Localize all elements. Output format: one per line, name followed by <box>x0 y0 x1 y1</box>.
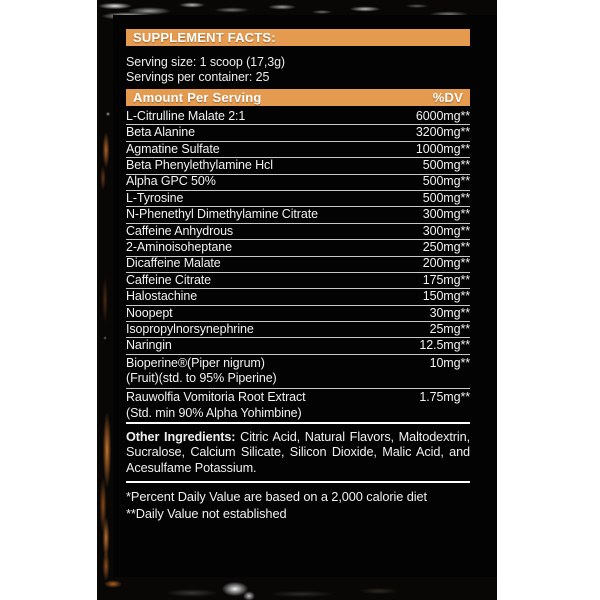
serving-size: Serving size: 1 scoop (17,3g) <box>126 55 285 69</box>
supplement-facts-panel <box>113 15 497 577</box>
amount-per-serving-header <box>126 89 470 106</box>
ingredient-name: Beta Alanine <box>126 125 195 140</box>
dv-not-established-footnote: **Daily Value not established <box>126 505 287 521</box>
ingredient-row <box>126 224 470 240</box>
ingredient-amount: 500mg** <box>422 190 470 205</box>
ingredient-row <box>126 240 470 256</box>
servings-per-container: Servings per container: 25 <box>126 70 270 84</box>
ingredient-amount: 10mg** <box>429 355 470 370</box>
ingredient-row <box>126 257 470 273</box>
ingredient-row <box>126 125 470 141</box>
ingredient-amount: 175mg** <box>422 272 470 287</box>
ingredient-amount: 250mg** <box>422 240 470 255</box>
ingredient-amount: 500mg** <box>422 158 470 173</box>
ingredient-amount: 300mg** <box>422 223 470 238</box>
ingredient-name: Alpha GPC 50% <box>126 174 216 189</box>
percent-dv-label: %DV <box>432 90 463 105</box>
ingredient-name: Isopropylnorsynephrine <box>126 321 254 336</box>
dv-footnote: *Percent Daily Value are based on a 2,000 calorie diet <box>126 489 427 505</box>
ingredient-name: Beta Phenylethylamine Hcl <box>126 158 273 173</box>
ingredient-name: L-Citrulline Malate 2:1 <box>126 108 246 123</box>
ingredient-amount: 6000mg** <box>415 108 470 123</box>
ingredient-row <box>126 355 470 390</box>
ingredient-amount: 30mg** <box>429 305 470 320</box>
ingredient-name: Noopept <box>126 305 173 320</box>
ingredient-amount: 1.75mg** <box>419 390 470 405</box>
ingredient-amount: 3200mg** <box>415 125 470 140</box>
ingredient-name: 2-Aminoisoheptane <box>126 240 233 255</box>
ingredient-row <box>126 158 470 174</box>
ingredients-table <box>126 109 470 424</box>
flame-texture-left <box>97 0 113 600</box>
ingredient-row <box>126 142 470 158</box>
ingredient-row <box>126 191 470 207</box>
ingredient-name: Naringin <box>126 338 172 353</box>
other-ingredients-label: Other Ingredients: <box>126 429 236 444</box>
ingredient-amount: 1000mg** <box>415 141 470 156</box>
ingredient-row <box>126 338 470 354</box>
ingredient-amount: 300mg** <box>422 207 470 222</box>
ingredient-row <box>126 273 470 289</box>
supplement-facts-title: SUPPLEMENT FACTS: <box>133 30 276 45</box>
ingredient-row <box>126 175 470 191</box>
other-ingredients <box>126 430 470 483</box>
ingredient-amount: 25mg** <box>429 321 470 336</box>
ingredient-name: Bioperine®(Piper nigrum) (Fruit)(std. to 95% Piperine) <box>126 355 277 386</box>
ingredient-row <box>126 289 470 305</box>
ingredient-name: Caffeine Anhydrous <box>126 223 234 238</box>
ingredient-row <box>126 109 470 125</box>
ingredient-amount: 150mg** <box>422 289 470 304</box>
supplement-facts-header <box>126 29 470 46</box>
paint-splatter-texture-bottom <box>97 576 497 600</box>
amount-per-serving-label: Amount Per Serving <box>133 90 262 105</box>
ingredient-amount: 12.5mg** <box>419 338 470 353</box>
ingredient-name: N-Phenethyl Dimethylamine Citrate <box>126 207 318 222</box>
serving-info <box>126 55 470 85</box>
ingredient-name: Rauwolfia Vomitoria Root Extract (Std. min 90% Alpha Yohimbine) <box>126 390 306 420</box>
ingredient-amount: 200mg** <box>422 256 470 271</box>
ingredient-name: Halostachine <box>126 289 198 304</box>
ingredient-row <box>126 306 470 322</box>
ingredient-name: Caffeine Citrate <box>126 272 212 287</box>
ingredient-name: Dicaffeine Malate <box>126 256 221 271</box>
ingredient-row <box>126 207 470 223</box>
other-ingredients-text: Citric Acid, Natural Flavors, Maltodextrin, Sucralose, Calcium Silicate, Silicon Dioxide, Malic Acid, and Acesulfame Potassium. <box>126 429 470 475</box>
ingredient-row <box>126 389 470 424</box>
ingredient-name: L-Tyrosine <box>126 190 184 205</box>
ingredient-amount: 500mg** <box>422 174 470 189</box>
ingredient-name: Agmatine Sulfate <box>126 141 220 156</box>
ingredient-row <box>126 322 470 338</box>
